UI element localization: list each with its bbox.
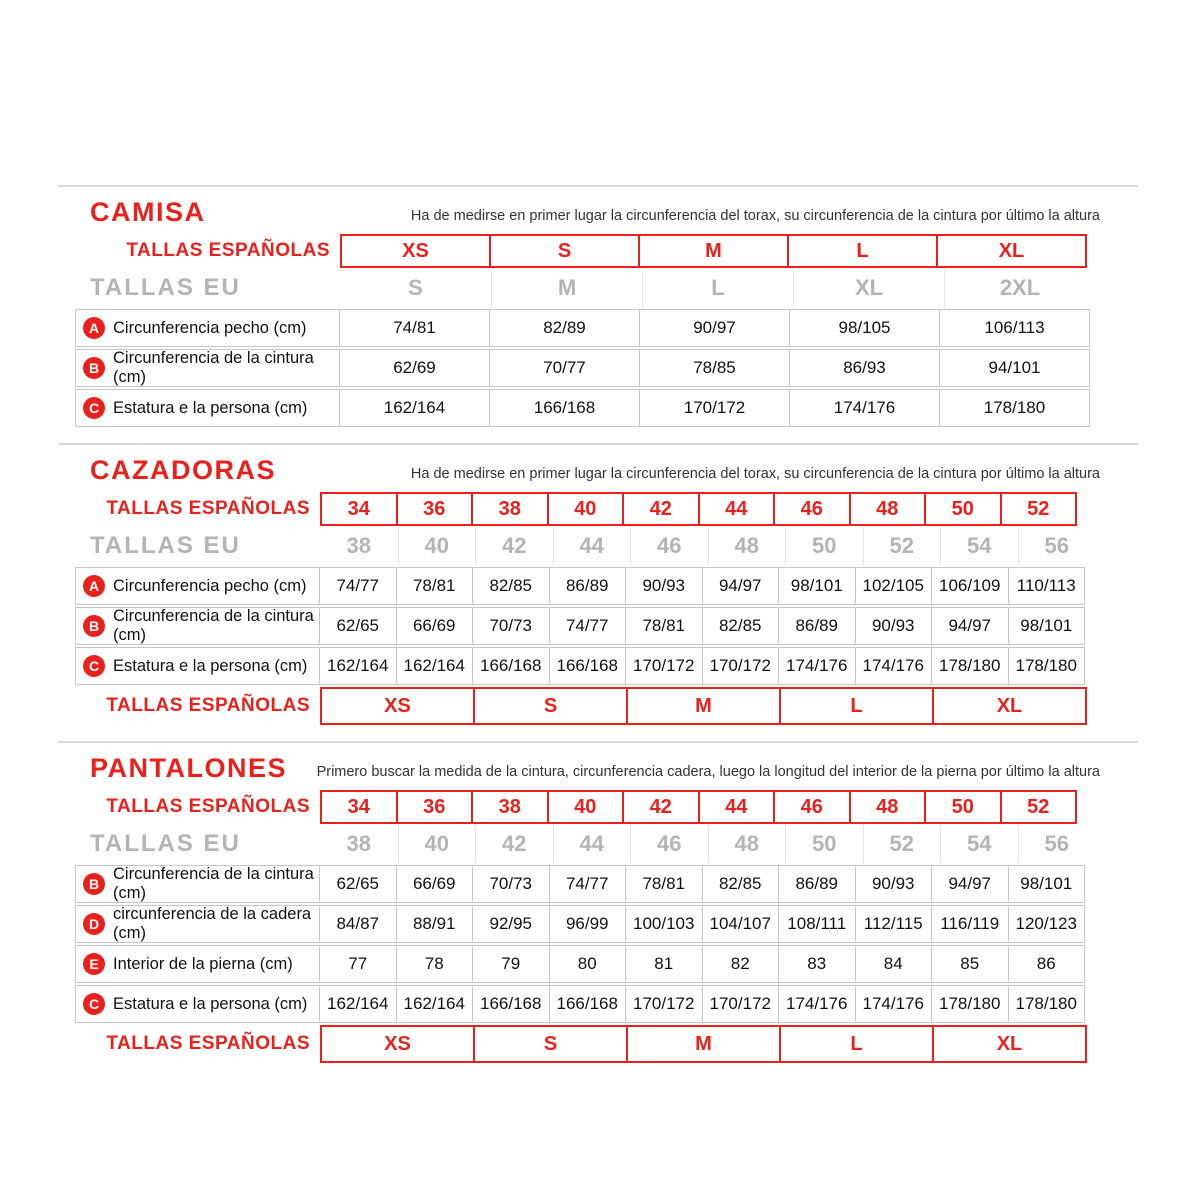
spanish-size-cell: 40 <box>547 492 625 526</box>
letter-badge-icon: E <box>83 953 105 975</box>
size-group-cell: XL <box>932 687 1087 725</box>
spanish-size-cell: 52 <box>1000 492 1078 526</box>
size-group-cell: XS <box>320 1025 475 1063</box>
measurement-value-cell: 92/95 <box>472 905 550 943</box>
measurement-label-cell <box>75 607 320 645</box>
spanish-size-cell: 40 <box>547 790 625 824</box>
measurement-value-cell: 82/85 <box>702 607 780 645</box>
measurement-value-cell: 90/93 <box>625 567 703 605</box>
letter-badge-icon: B <box>83 873 105 895</box>
measurement-value-cell: 82/89 <box>489 309 640 347</box>
spanish-size-cell: 50 <box>924 790 1002 824</box>
spanish-size-cell: M <box>638 234 789 268</box>
measurement-value-cell: 174/176 <box>778 985 856 1023</box>
spanish-size-cell: 36 <box>396 492 474 526</box>
measurement-value-cell: 166/168 <box>549 985 627 1023</box>
size-group-cell: S <box>473 1025 628 1063</box>
measurement-value-cell: 74/77 <box>319 567 397 605</box>
size-group-cell: XS <box>320 687 475 725</box>
measurement-value-cell: 74/81 <box>339 309 490 347</box>
eu-sizes-row <box>75 527 1095 565</box>
measurement-value-cell: 74/77 <box>549 607 627 645</box>
letter-badge-icon: B <box>83 357 105 379</box>
measurement-label: Circunferencia de la cintura (cm) <box>113 349 314 386</box>
measurement-row <box>75 349 1095 387</box>
measurement-value-cell: 78/81 <box>625 865 703 903</box>
measurement-value-cell: 70/73 <box>472 607 550 645</box>
spanish-size-cell: 48 <box>849 492 927 526</box>
letter-badge-icon: D <box>83 913 105 935</box>
section-divider <box>58 185 1138 187</box>
measurement-value-cell: 166/168 <box>472 985 550 1023</box>
size-table-camisa <box>75 234 1095 427</box>
measurement-value-cell: 79 <box>472 945 550 983</box>
measurement-row <box>75 945 1095 983</box>
measurement-value-cell: 178/180 <box>939 389 1090 427</box>
measurement-value-cell: 98/101 <box>778 567 856 605</box>
section-pantalones <box>75 741 1200 1063</box>
spanish-sizes-header-row <box>75 492 1095 526</box>
spanish-size-cell: 44 <box>698 492 776 526</box>
section-header <box>90 457 1100 484</box>
spanish-size-cell: 38 <box>471 492 549 526</box>
measurement-value-cell: 86/93 <box>789 349 940 387</box>
eu-size-cell: 48 <box>708 825 786 863</box>
measurement-row <box>75 865 1095 903</box>
measurement-label: Estatura e la persona (cm) <box>113 656 308 675</box>
eu-size-cell: S <box>408 275 423 300</box>
eu-size-cell: 56 <box>1018 825 1096 863</box>
measurement-label-cell <box>75 647 320 685</box>
eu-size-cell: XL <box>793 269 944 307</box>
measurement-value-cell: 78/85 <box>639 349 790 387</box>
measurement-value-cell: 162/164 <box>319 985 397 1023</box>
measurement-value-cell: 66/69 <box>396 865 474 903</box>
measurement-value-cell: 170/172 <box>702 647 780 685</box>
spanish-size-cell: L <box>787 234 938 268</box>
spanish-sizes-header-row <box>75 234 1095 268</box>
measurement-value-cell: 90/93 <box>855 865 933 903</box>
eu-size-cell: 48 <box>708 527 786 565</box>
measurement-value-cell: 174/176 <box>778 647 856 685</box>
section-note: Ha de medirse en primer lugar la circunferencia del torax, su circunferencia de la cintura por último la altura <box>410 466 1100 482</box>
measurement-value-cell: 70/77 <box>489 349 640 387</box>
section-camisa <box>75 185 1200 427</box>
measurement-value-cell: 178/180 <box>931 647 1009 685</box>
eu-size-cell: 52 <box>863 527 941 565</box>
measurement-label: Estatura e la persona (cm) <box>113 398 308 417</box>
size-group-cell: S <box>473 687 628 725</box>
measurement-value-cell: 98/105 <box>789 309 940 347</box>
eu-size-cell: 38 <box>346 533 371 558</box>
eu-size-cell: 42 <box>475 825 553 863</box>
measurement-value-cell: 170/172 <box>702 985 780 1023</box>
letter-badge-icon: C <box>83 993 105 1015</box>
measurement-value-cell: 90/93 <box>855 607 933 645</box>
spanish-sizes-footer-row <box>75 1025 1095 1063</box>
measurement-label: Interior de la pierna (cm) <box>113 954 293 973</box>
measurement-value-cell: 94/97 <box>702 567 780 605</box>
measurement-value-cell: 86/89 <box>549 567 627 605</box>
spanish-sizes-label: TALLAS ESPAÑOLAS <box>106 1033 310 1054</box>
spanish-sizes-footer-row <box>75 687 1095 725</box>
measurement-value-cell: 110/113 <box>1008 567 1086 605</box>
measurement-value-cell: 86/89 <box>778 607 856 645</box>
measurement-value-cell: 162/164 <box>319 647 397 685</box>
measurement-value-cell: 82/85 <box>472 567 550 605</box>
measurement-label-cell <box>75 309 340 347</box>
measurement-value-cell: 62/69 <box>339 349 490 387</box>
measurement-label: Circunferencia pecho (cm) <box>113 318 307 337</box>
measurement-label-cell <box>75 349 340 387</box>
measurement-value-cell: 77 <box>319 945 397 983</box>
measurement-value-cell: 86/89 <box>778 865 856 903</box>
measurement-label-cell <box>75 865 320 903</box>
letter-badge-icon: A <box>83 317 105 339</box>
measurement-value-cell: 88/91 <box>396 905 474 943</box>
measurement-value-cell: 108/111 <box>778 905 856 943</box>
eu-sizes-label: TALLAS EU <box>90 274 241 301</box>
measurement-label: Estatura e la persona (cm) <box>113 994 308 1013</box>
eu-sizes-label: TALLAS EU <box>90 830 241 857</box>
measurement-value-cell: 106/109 <box>931 567 1009 605</box>
eu-size-cell: 42 <box>475 527 553 565</box>
measurement-row <box>75 607 1095 645</box>
eu-size-cell: 54 <box>940 527 1018 565</box>
measurement-row <box>75 567 1095 605</box>
eu-size-cell: 50 <box>785 527 863 565</box>
measurement-value-cell: 94/101 <box>939 349 1090 387</box>
measurement-value-cell: 174/176 <box>855 985 933 1023</box>
eu-size-cell: 40 <box>398 825 476 863</box>
eu-size-cell: 40 <box>398 527 476 565</box>
size-group-cell: L <box>779 1025 934 1063</box>
spanish-sizes-header-row <box>75 790 1095 824</box>
measurement-value-cell: 84 <box>855 945 933 983</box>
spanish-size-cell: 36 <box>396 790 474 824</box>
measurement-value-cell: 174/176 <box>789 389 940 427</box>
spanish-size-cell: 50 <box>924 492 1002 526</box>
measurement-value-cell: 96/99 <box>549 905 627 943</box>
measurement-row <box>75 309 1095 347</box>
eu-size-cell: 54 <box>940 825 1018 863</box>
eu-sizes-label: TALLAS EU <box>90 532 241 559</box>
size-group-cell: L <box>779 687 934 725</box>
measurement-value-cell: 102/105 <box>855 567 933 605</box>
size-group-cell: M <box>626 687 781 725</box>
section-header <box>90 199 1100 226</box>
letter-badge-icon: C <box>83 397 105 419</box>
measurement-value-cell: 162/164 <box>396 647 474 685</box>
measurement-value-cell: 120/123 <box>1008 905 1086 943</box>
eu-size-cell: 44 <box>553 825 631 863</box>
measurement-row <box>75 905 1095 943</box>
measurement-value-cell: 178/180 <box>931 985 1009 1023</box>
measurement-value-cell: 74/77 <box>549 865 627 903</box>
measurement-value-cell: 98/101 <box>1008 607 1086 645</box>
measurement-value-cell: 104/107 <box>702 905 780 943</box>
eu-size-cell: 2XL <box>944 269 1095 307</box>
measurement-value-cell: 162/164 <box>339 389 490 427</box>
measurement-value-cell: 78/81 <box>625 607 703 645</box>
eu-size-cell: 52 <box>863 825 941 863</box>
eu-sizes-row <box>75 825 1095 863</box>
eu-sizes-row <box>75 269 1095 307</box>
eu-size-cell: 38 <box>346 831 371 856</box>
section-title: PANTALONES <box>90 753 287 783</box>
spanish-size-cell: 44 <box>698 790 776 824</box>
measurement-value-cell: 170/172 <box>625 985 703 1023</box>
measurement-value-cell: 112/115 <box>855 905 933 943</box>
eu-size-cell: M <box>491 269 642 307</box>
measurement-label-cell <box>75 567 320 605</box>
size-table-pantalones <box>75 790 1095 1063</box>
measurement-value-cell: 174/176 <box>855 647 933 685</box>
measurement-value-cell: 94/97 <box>931 865 1009 903</box>
measurement-value-cell: 100/103 <box>625 905 703 943</box>
size-group-cell: M <box>626 1025 781 1063</box>
size-group-cell: XL <box>932 1025 1087 1063</box>
spanish-size-cell: 34 <box>320 790 398 824</box>
spanish-size-cell: 48 <box>849 790 927 824</box>
measurement-label: Circunferencia pecho (cm) <box>113 576 307 595</box>
measurement-value-cell: 94/97 <box>931 607 1009 645</box>
measurement-label: Circunferencia de la cintura (cm) <box>113 865 314 902</box>
eu-size-cell: 46 <box>630 527 708 565</box>
measurement-value-cell: 166/168 <box>489 389 640 427</box>
measurement-value-cell: 106/113 <box>939 309 1090 347</box>
spanish-size-cell: S <box>489 234 640 268</box>
measurement-value-cell: 82 <box>702 945 780 983</box>
spanish-sizes-label: TALLAS ESPAÑOLAS <box>106 498 310 519</box>
measurement-value-cell: 62/65 <box>319 865 397 903</box>
measurement-value-cell: 166/168 <box>549 647 627 685</box>
measurement-label-cell <box>75 905 320 943</box>
measurement-value-cell: 116/119 <box>931 905 1009 943</box>
measurement-row <box>75 647 1095 685</box>
measurement-label-cell <box>75 389 340 427</box>
spanish-size-cell: XS <box>340 234 491 268</box>
measurement-value-cell: 170/172 <box>625 647 703 685</box>
measurement-label-cell <box>75 985 320 1023</box>
section-title: CAZADORAS <box>90 455 276 485</box>
section-cazadoras <box>75 443 1200 725</box>
measurement-value-cell: 178/180 <box>1008 647 1086 685</box>
eu-size-cell: 46 <box>630 825 708 863</box>
measurement-value-cell: 66/69 <box>396 607 474 645</box>
spanish-sizes-label: TALLAS ESPAÑOLAS <box>126 240 330 261</box>
measurement-row <box>75 389 1095 427</box>
eu-size-cell: 44 <box>553 527 631 565</box>
measurement-value-cell: 80 <box>549 945 627 983</box>
measurement-row <box>75 985 1095 1023</box>
measurement-value-cell: 83 <box>778 945 856 983</box>
section-note: Ha de medirse en primer lugar la circunferencia del torax, su circunferencia de la cintura por último la altura <box>410 208 1100 224</box>
section-title: CAMISA <box>90 197 206 227</box>
spanish-sizes-label: TALLAS ESPAÑOLAS <box>106 796 310 817</box>
spanish-size-cell: 38 <box>471 790 549 824</box>
measurement-value-cell: 170/172 <box>639 389 790 427</box>
section-note: Primero buscar la medida de la cintura, circunferencia cadera, luego la longitud del interior de la pierna por último la altura <box>316 764 1100 780</box>
measurement-value-cell: 162/164 <box>396 985 474 1023</box>
section-divider <box>58 741 1138 743</box>
letter-badge-icon: C <box>83 655 105 677</box>
letter-badge-icon: B <box>83 615 105 637</box>
measurement-value-cell: 98/101 <box>1008 865 1086 903</box>
eu-size-cell: 56 <box>1018 527 1096 565</box>
spanish-size-cell: 46 <box>773 790 851 824</box>
measurement-value-cell: 70/73 <box>472 865 550 903</box>
measurement-label: circunferencia de la cadera (cm) <box>113 905 312 942</box>
spanish-sizes-label: TALLAS ESPAÑOLAS <box>106 695 310 716</box>
measurement-value-cell: 81 <box>625 945 703 983</box>
spanish-size-cell: XL <box>936 234 1087 268</box>
section-divider <box>58 443 1138 445</box>
eu-size-cell: L <box>642 269 793 307</box>
spanish-size-cell: 46 <box>773 492 851 526</box>
measurement-value-cell: 90/97 <box>639 309 790 347</box>
spanish-size-cell: 52 <box>1000 790 1078 824</box>
measurement-value-cell: 82/85 <box>702 865 780 903</box>
letter-badge-icon: A <box>83 575 105 597</box>
section-header <box>90 755 1100 782</box>
spanish-size-cell: 42 <box>622 790 700 824</box>
measurement-value-cell: 85 <box>931 945 1009 983</box>
size-table-cazadoras <box>75 492 1095 725</box>
measurement-value-cell: 86 <box>1008 945 1086 983</box>
measurement-label-cell <box>75 945 320 983</box>
spanish-size-cell: 34 <box>320 492 398 526</box>
measurement-value-cell: 166/168 <box>472 647 550 685</box>
measurement-value-cell: 78/81 <box>396 567 474 605</box>
measurement-label: Circunferencia de la cintura (cm) <box>113 607 314 644</box>
eu-size-cell: 50 <box>785 825 863 863</box>
measurement-value-cell: 178/180 <box>1008 985 1086 1023</box>
measurement-value-cell: 84/87 <box>319 905 397 943</box>
measurement-value-cell: 62/65 <box>319 607 397 645</box>
measurement-value-cell: 78 <box>396 945 474 983</box>
spanish-size-cell: 42 <box>622 492 700 526</box>
